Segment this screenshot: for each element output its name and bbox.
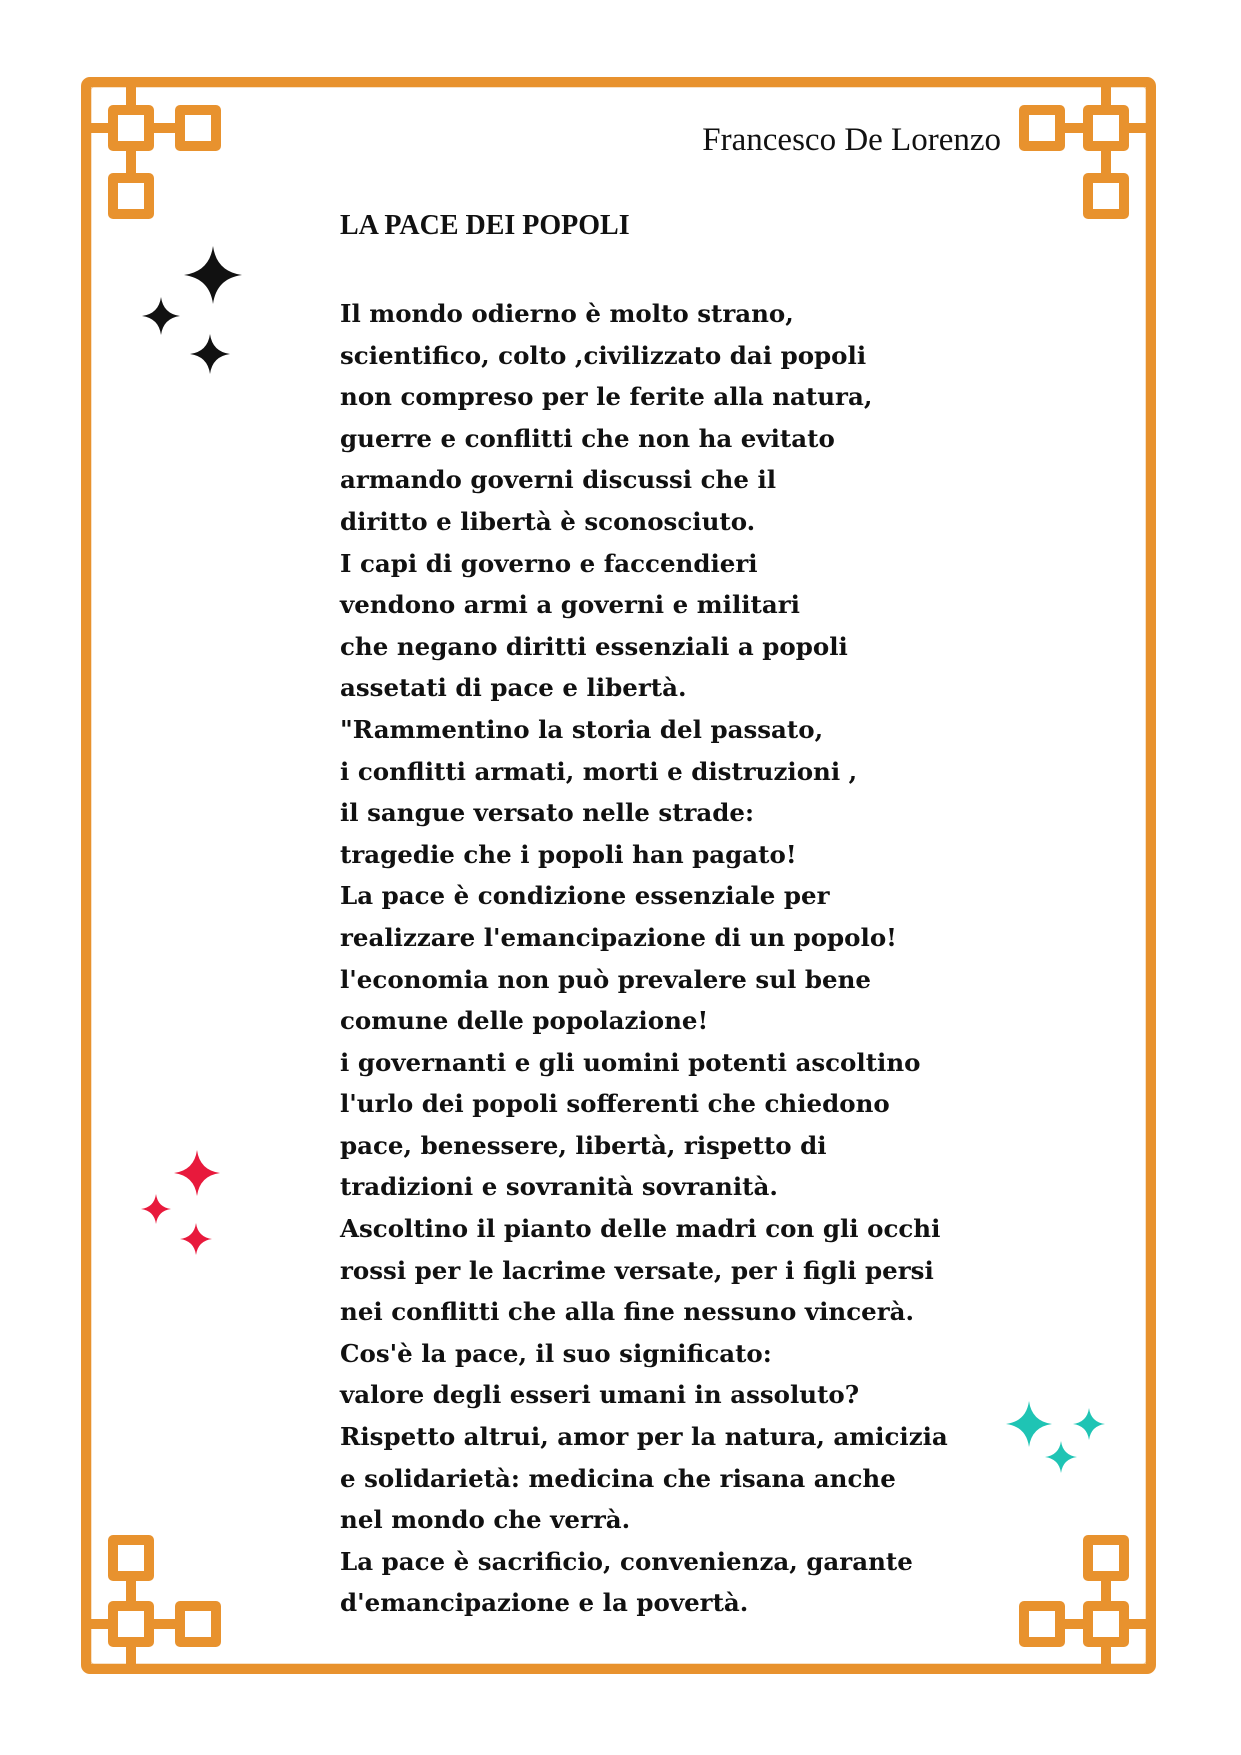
poem-line: assetati di pace e libertà. bbox=[340, 673, 687, 703]
frame-corner-top-left bbox=[86, 82, 216, 214]
poem-line: guerre e conflitti che non ha evitato bbox=[340, 423, 835, 453]
poem-line: Ascoltino il pianto delle madri con gli occhi bbox=[340, 1214, 941, 1244]
poem-line: Cos'è la pace, il suo significato: bbox=[340, 1338, 772, 1368]
poem-title: LA PACE DEI POPOLI bbox=[340, 210, 630, 241]
poem-line: La pace è condizione essenziale per bbox=[340, 881, 830, 911]
poem-line: tragedie che i popoli han pagato! bbox=[340, 839, 797, 869]
poem-line: comune delle popolazione! bbox=[340, 1006, 709, 1036]
poem-line: scientifico, colto ,civilizzato dai popoli bbox=[340, 340, 867, 370]
poem-line: nei conflitti che alla fine nessuno vincerà. bbox=[340, 1297, 915, 1327]
poem-line: pace, benessere, libertà, rispetto di bbox=[340, 1130, 827, 1160]
poem-line: realizzare l'emancipazione di un popolo! bbox=[340, 922, 897, 952]
poem-line: nel mondo che verrà. bbox=[340, 1505, 631, 1535]
sparkle-cluster-icon bbox=[141, 1150, 220, 1255]
poem-line: l'urlo dei popoli sofferenti che chiedono bbox=[340, 1089, 890, 1119]
poem-line: La pace è sacrificio, convenienza, garante bbox=[340, 1546, 913, 1576]
poem-line: e solidarietà: medicina che risana anche bbox=[340, 1463, 896, 1493]
poem-line: Rispetto altrui, amor per la natura, amicizia bbox=[340, 1422, 948, 1452]
poem-line: Il mondo odierno è molto strano, bbox=[340, 299, 794, 328]
poem-line: non compreso per le ferite alla natura, bbox=[340, 382, 873, 412]
author-name: Francesco De Lorenzo bbox=[702, 122, 1001, 158]
frame-corner-bottom-right bbox=[1024, 1540, 1151, 1669]
poem-line: i governanti e gli uomini potenti ascoltino bbox=[340, 1047, 921, 1077]
frame-corner-top-right bbox=[1024, 82, 1151, 214]
poem-line: I capi di governo e faccendieri bbox=[340, 548, 758, 578]
sparkle-cluster-icon bbox=[1006, 1401, 1105, 1473]
poem-line: i conflitti armati, morti e distruzioni , bbox=[340, 756, 858, 786]
poem-line: rossi per le lacrime versate, per i figli persi bbox=[340, 1255, 934, 1285]
poem-line: "Rammentino la storia del passato, bbox=[340, 714, 824, 744]
sparkle-cluster-icon bbox=[142, 246, 242, 374]
poem-line: vendono armi a governi e militari bbox=[340, 590, 800, 620]
poem-line: d'emancipazione e la povertà. bbox=[340, 1588, 749, 1618]
poem-line: il sangue versato nelle strade: bbox=[340, 798, 755, 828]
poem-line: valore degli esseri umani in assoluto? bbox=[340, 1380, 860, 1410]
poem-line: diritto e libertà è sconosciuto. bbox=[340, 506, 756, 536]
poem-line: che negano diritti essenziali a popoli bbox=[340, 631, 848, 661]
poem-line: tradizioni e sovranità sovranità. bbox=[340, 1172, 778, 1202]
frame-corner-bottom-left bbox=[86, 1540, 216, 1669]
poem-body bbox=[340, 293, 948, 1624]
poem-line: l'economia non può prevalere sul bene bbox=[340, 964, 871, 994]
poem-line: armando governi discussi che il bbox=[340, 465, 777, 495]
